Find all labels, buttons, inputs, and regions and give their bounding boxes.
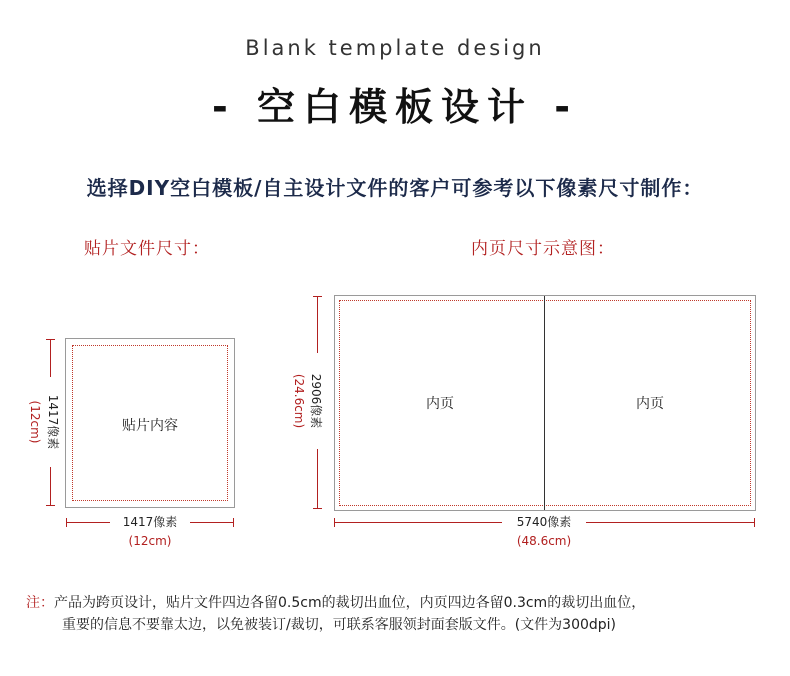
inner-height-cm: (24.6cm) (292, 373, 306, 429)
inner-page-left-label: 内页 (426, 396, 454, 412)
inner-page-diagram-heading: 内页尺寸示意图： (471, 239, 615, 259)
inner-page-right-label: 内页 (636, 396, 664, 412)
inner-width-px: 5740像素 (502, 514, 586, 530)
instruction-subtitle: 选择DIY空白模板/自主设计文件的客户可参考以下像素尺寸制作： (86, 176, 704, 200)
inner-height-tick-top (313, 296, 322, 297)
note-line-1 (26, 592, 776, 614)
inner-page-outer-frame (334, 295, 756, 511)
inner-width-cm: (48.6cm) (516, 534, 572, 548)
sticker-height-px: 1417像素 (45, 377, 61, 467)
inner-width-tick-right (754, 518, 755, 527)
chinese-title: - 空白模板设计 - (211, 85, 578, 129)
sticker-height-cm: (12cm) (28, 400, 42, 444)
inner-height-px: 2906像素 (308, 353, 324, 449)
sticker-width-px: 1417像素 (110, 514, 190, 530)
sticker-outer-frame (65, 338, 235, 508)
sticker-width-tick-left (66, 518, 67, 527)
sticker-width-tick-right (233, 518, 234, 527)
note-line-2: 重要的信息不要靠太边，以免被装订/裁切，可联系客服领封面套版文件。(文件为300dpi) (62, 617, 617, 633)
inner-width-tick-left (334, 518, 335, 527)
sticker-content-label: 贴片内容 (122, 418, 178, 434)
sticker-height-tick-top (46, 339, 55, 340)
note-block (26, 592, 776, 636)
note-line-1-text: 产品为跨页设计，贴片文件四边各留0.5cm的裁切出血位，内页四边各留0.3cm的裁切出血位， (54, 595, 646, 611)
note-prefix: 注： (26, 595, 54, 611)
inner-height-tick-bottom (313, 508, 322, 509)
sticker-size-heading: 贴片文件尺寸： (84, 239, 210, 259)
english-title: Blank template design (245, 36, 545, 60)
sticker-height-tick-bottom (46, 505, 55, 506)
sticker-width-cm: (12cm) (128, 534, 172, 548)
